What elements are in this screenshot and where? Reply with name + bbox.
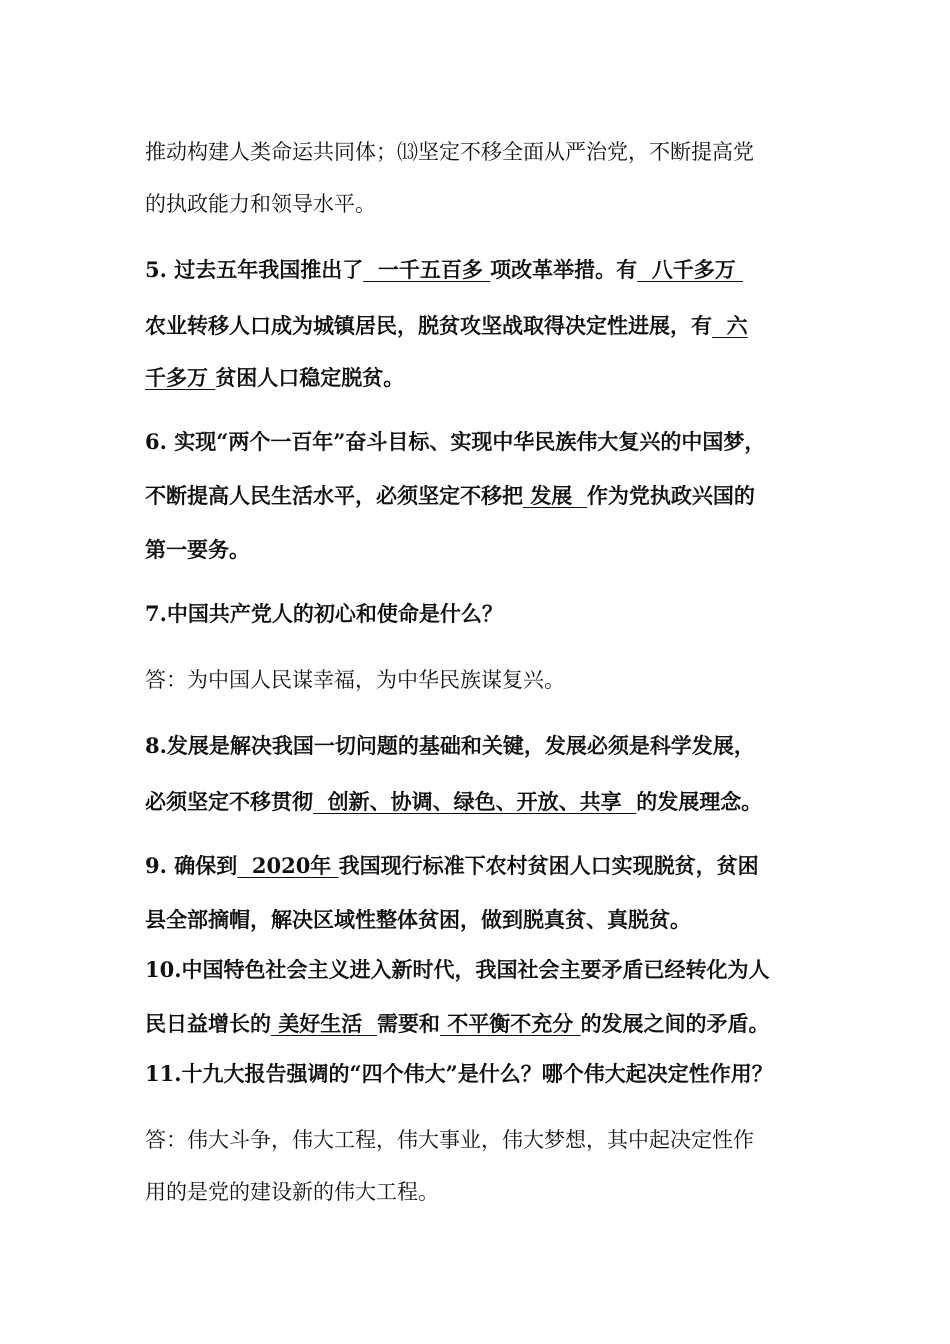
q5-text: 5. 过去五年我国推出了 [145, 257, 364, 282]
q9-text: 9. 确保到 [145, 853, 238, 878]
p13-line-2: 的执政能力和领导水平。 [145, 192, 376, 216]
q11-question: 11.十九大报告强调的“四个伟大”是什么？哪个伟大起决定性作用？ [145, 1061, 773, 1086]
q10-text: 民日益增长的 [145, 1011, 271, 1036]
q5-answer-poverty-part2: 千多万 [145, 365, 216, 390]
q5-text: 农业转移人口成为城镇居民，脱贫攻坚战取得决定性进展，有 [145, 313, 712, 338]
q5-answer-poverty-part1: 六 [712, 313, 748, 338]
q6-line-1: 6. 实现“两个一百年”奋斗目标、实现中华民族伟大复兴的中国梦， [145, 429, 766, 454]
q8-line-1: 8.发展是解决我国一切问题的基础和关键，发展必须是科学发展， [145, 733, 755, 758]
q10-text: 需要和 [376, 1011, 440, 1036]
q5-answer-reforms: 一千五百多 [363, 257, 491, 282]
q5-line-3 [145, 364, 404, 392]
q11-answer-line-1: 答：伟大斗争，伟大工程，伟大事业，伟大梦想，其中起决定性作 [145, 1128, 754, 1152]
q9-text: 我国现行标准下农村贫困人口实现脱贫，贫困 [338, 853, 759, 878]
q5-text: 项改革举措。有 [490, 257, 638, 282]
q10-answer-better-life: 美好生活 [271, 1011, 377, 1036]
q5-line-1 [145, 256, 743, 284]
q10-line-2 [145, 1010, 770, 1038]
q8-answer-concepts: 创新、协调、绿色、开放、共享 [313, 789, 637, 814]
q5-answer-migrants: 八千多万 [637, 257, 744, 282]
q7-answer: 答：为中国人民谋幸福，为中华民族谋复兴。 [145, 668, 565, 692]
q10-text: 的发展之间的矛盾。 [580, 1011, 770, 1036]
q8-line-2 [145, 788, 762, 816]
q6-text: 作为党执政兴国的 [586, 483, 755, 508]
q9-line-1 [145, 852, 759, 880]
q8-text: 的发展理念。 [636, 789, 763, 814]
q10-answer-unbalanced: 不平衡不充分 [439, 1011, 581, 1036]
p13-line-1: 推动构建人类命运共同体；⒀坚定不移全面从严治党，不断提高党 [145, 140, 754, 164]
q9-answer-year: 2020年 [237, 853, 339, 878]
q6-answer-development: 发展 [523, 483, 587, 508]
q8-text: 必须坚定不移贯彻 [145, 789, 313, 814]
q9-line-2: 县全部摘帽，解决区域性整体贫困，做到脱真贫、真脱贫。 [145, 907, 691, 932]
q10-line-1: 10.中国特色社会主义进入新时代，我国社会主要矛盾已经转化为人 [145, 957, 770, 982]
q5-text: 贫困人口稳定脱贫。 [215, 365, 405, 390]
q6-text: 不断提高人民生活水平，必须坚定不移把 [145, 483, 523, 508]
q6-line-3: 第一要务。 [145, 537, 250, 562]
q11-answer-line-2: 用的是党的建设新的伟大工程。 [145, 1180, 439, 1204]
q7-question: 7.中国共产党人的初心和使命是什么？ [145, 601, 503, 626]
q5-line-2 [145, 312, 748, 340]
q6-line-2 [145, 482, 755, 510]
